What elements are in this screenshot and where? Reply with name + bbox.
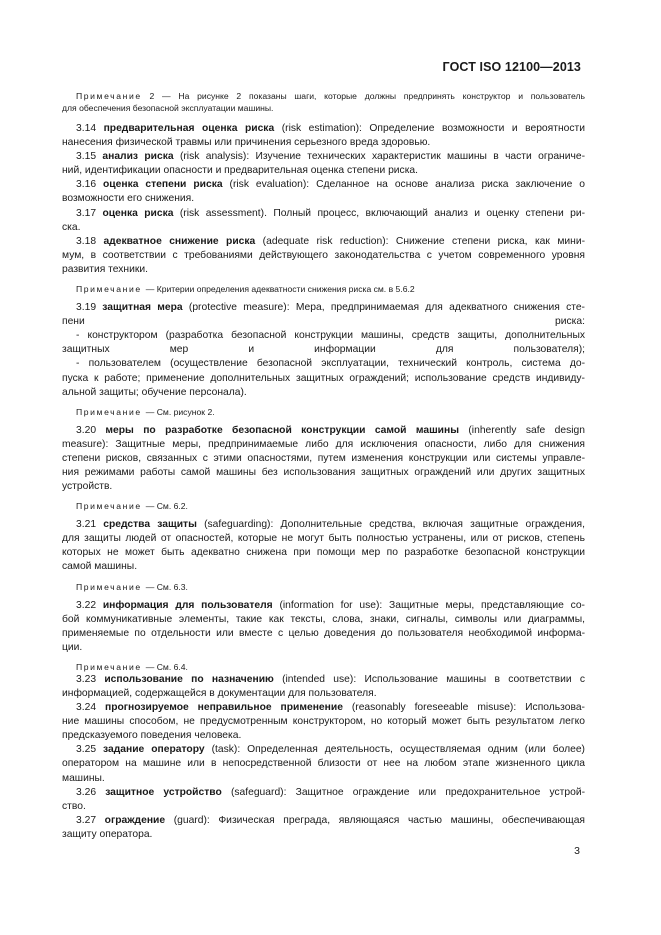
definition-line: пуска к работе; применение дополнительных защитных ограждений; использование средств индивиду-: [62, 372, 585, 384]
term-definition-3-21: [62, 518, 585, 574]
term-number: 3.27: [76, 814, 105, 826]
definition-line: нанесения физической травмы или причинения серьезного вреда здоровью.: [62, 137, 431, 149]
term-description: (risk evaluation): Сделанное на основе анализа риска заключение о: [222, 179, 585, 191]
definition-line: предсказуемого поведения человека.: [62, 730, 242, 742]
term-definition-3-19: [62, 301, 585, 400]
definition-line: [62, 301, 585, 315]
definition-line: ние машины способом, не предусмотренным конструктором, но который может быть результатом легко: [62, 716, 585, 728]
definition-line: которых не может быть адекватно снижена при помощи мер по разработке безопасной конструкции: [62, 547, 585, 559]
definition-line: [62, 207, 585, 221]
definition-line: возможности его снижения.: [62, 193, 195, 205]
definition-line: защитных мер и информации для пользователя);: [62, 344, 585, 356]
definition-line: ния режимами работы самой машины без использования защитных ограждений или других защитных: [62, 466, 585, 478]
definition-line: [62, 701, 585, 715]
term-title: информация для пользователя: [102, 599, 273, 611]
term-title: адекватное снижение риска: [103, 235, 256, 247]
note-line: Примечание — См. 6.4.: [76, 661, 188, 672]
definition-line: [62, 743, 585, 757]
definition-line: [62, 518, 585, 532]
note-block: [62, 283, 585, 295]
term-title: использование по назначению: [104, 673, 274, 685]
term-description: (reasonably foreseeable misuse): Использова-: [342, 702, 585, 714]
note-line: Примечание — См. рисунок 2.: [76, 406, 215, 417]
term-description: (guard): Физическая преграда, являющаяся частью машины, обеспечивающая: [165, 814, 586, 826]
term-description: (task): Определенная деятельность, осуществляемая одним (или более): [204, 744, 585, 756]
definition-line: [62, 814, 585, 828]
term-description: (risk assessment). Полный процесс, включающий анализ и оценку степени ри-: [173, 207, 586, 219]
note-line: для обеспечения безопасной эксплуатации машины.: [62, 103, 274, 113]
term-definition-3-18: [62, 235, 585, 277]
definition-line: машины.: [62, 772, 105, 784]
definition-line: оператором на машине или в непосредственной близости от нее на любом этапе жизненного цикла: [62, 758, 585, 770]
definition-line: [62, 673, 585, 687]
term-title: оценка риска: [102, 207, 174, 219]
definition-line: самой машины.: [62, 561, 138, 573]
term-title: ограждение: [104, 814, 166, 826]
term-number: 3.17: [76, 207, 103, 219]
term-description: (safeguard): Защитное ограждение или предохранительное устрой-: [221, 786, 585, 798]
definition-line: [62, 424, 585, 438]
definition-line: применяемые по отдельности или вместе с целью доведения до пользователя необходимой информа-: [62, 627, 585, 639]
definition-line: ство.: [62, 800, 86, 812]
term-definition-3-24: [62, 701, 585, 743]
term-title: защитная мера: [102, 302, 183, 314]
note-block: [62, 90, 585, 114]
note-line: Примечание — См. 6.2.: [76, 501, 188, 512]
definition-line: степени рисков, связанных с этими опасностями, путем изменения конструкции или системы управле-: [62, 452, 585, 464]
definition-line: [62, 235, 585, 249]
definition-line: информацией, содержащейся в документации для пользователя.: [62, 688, 377, 699]
term-description: (intended use): Использование машины в соответствии с: [273, 673, 585, 685]
note-line: Примечание — Критерии определения адекватности снижения риска см. в 5.6.2: [76, 284, 415, 295]
term-definition-3-23: [62, 673, 585, 701]
term-definition-3-16: [62, 178, 585, 206]
definition-line: measure): Защитные меры, предпринимаемые либо для исключения опасности, либо для снижения: [62, 438, 585, 450]
document-id-header: ГОСТ ISO 12100—2013: [442, 60, 581, 74]
term-number: 3.16: [76, 179, 103, 191]
term-number: 3.23: [76, 673, 105, 685]
definition-line: - конструктором (разработка безопасной конструкции машины, средств защиты, дополнительных: [76, 330, 585, 342]
document-body: [62, 90, 585, 842]
note-block: [62, 661, 585, 673]
note-line: Примечание 2 — На рисунке 2 показаны шаги, которые должны предпринять конструктор и пользователь: [76, 91, 585, 101]
term-definition-3-22: [62, 599, 585, 655]
term-definition-3-26: [62, 786, 585, 814]
definition-line: ска.: [62, 221, 81, 233]
term-title: средства защиты: [103, 519, 197, 531]
term-definition-3-25: [62, 743, 585, 785]
definition-line: пени риска:: [62, 316, 585, 328]
definition-line: устройств.: [62, 481, 113, 493]
definition-line: ний, идентификации опасности и предварительная оценка степени риска.: [62, 165, 419, 177]
term-description: (safeguarding): Дополнительные средства, включая защитные ограждения,: [196, 519, 585, 531]
definition-line: бой коммуникативные элементы, такие как тексты, слова, знаки, сигналы, символы или диаграммы,: [62, 613, 585, 625]
term-title: прогнозируемое неправильное применение: [104, 702, 343, 714]
page-number: 3: [574, 845, 580, 857]
definition-line: [62, 599, 585, 613]
definition-line: [62, 122, 585, 136]
term-number: 3.20: [76, 424, 106, 436]
note-block: [62, 406, 585, 418]
note-label: Примечание: [76, 406, 146, 417]
term-definition-3-17: [62, 207, 585, 235]
definition-line: [62, 786, 585, 800]
term-number: 3.15: [76, 151, 103, 163]
definition-line: ции.: [62, 641, 83, 653]
note-label: Примечание: [76, 581, 146, 592]
term-number: 3.26: [76, 786, 106, 798]
definition-line: развития техники.: [62, 263, 148, 275]
term-number: 3.22: [76, 599, 103, 611]
definition-line: защиту оператора.: [62, 828, 153, 840]
term-definition-3-20: [62, 424, 585, 494]
term-number: 3.24: [76, 702, 105, 714]
term-description: (risk estimation): Определение возможности и вероятности: [274, 123, 585, 134]
definition-line: - пользователем (осуществление безопасной эксплуатации, технический контроль, система до-: [76, 358, 585, 370]
term-definition-3-27: [62, 814, 585, 842]
note-label: Примечание: [76, 661, 146, 672]
note-block: [62, 500, 585, 512]
term-title: анализ риска: [102, 151, 174, 163]
term-definition-3-14: [62, 122, 585, 150]
term-definition-3-15: [62, 150, 585, 178]
note-line: Примечание — См. 6.3.: [76, 581, 188, 592]
definition-line: для защиты людей от опасностей, которые не могут быть полностью устранены, или от рисков, степень: [62, 533, 585, 545]
term-description: (inherently safe design: [459, 424, 585, 436]
definition-line: мум, в соответствии с требованиями действующего законодательства с учетом современного уровня: [62, 249, 585, 261]
definition-line: альной защиты; обучение персонала).: [62, 386, 247, 398]
term-description: (adequate risk reduction): Снижение степени риска, как мини-: [255, 235, 586, 247]
term-title: задание оператору: [103, 744, 205, 756]
definition-line: [62, 150, 585, 164]
note-label: Примечание: [76, 284, 146, 295]
term-number: 3.18: [76, 235, 104, 247]
note-label: Примечание: [76, 501, 146, 512]
term-number: 3.19: [76, 302, 103, 314]
term-number: 3.21: [76, 519, 104, 531]
term-title: оценка степени риска: [103, 179, 223, 191]
term-number: 3.25: [76, 744, 104, 756]
term-description: (risk analysis): Изучение технических характеристик машины в части ограниче-: [173, 151, 586, 163]
definition-line: [62, 178, 585, 192]
term-description: (protective measure): Мера, предпринимаемая для адекватного снижения сте-: [182, 302, 585, 314]
note-label: Примечание: [76, 91, 142, 101]
term-title: предварительная оценка риска: [103, 123, 275, 134]
note-block: [62, 581, 585, 593]
term-number: 3.14: [76, 123, 104, 134]
term-title: защитное устройство: [105, 786, 222, 798]
term-description: (information for use): Защитные меры, представляющие со-: [272, 599, 585, 611]
term-title: меры по разработке безопасной конструкции самой машины: [105, 424, 460, 436]
